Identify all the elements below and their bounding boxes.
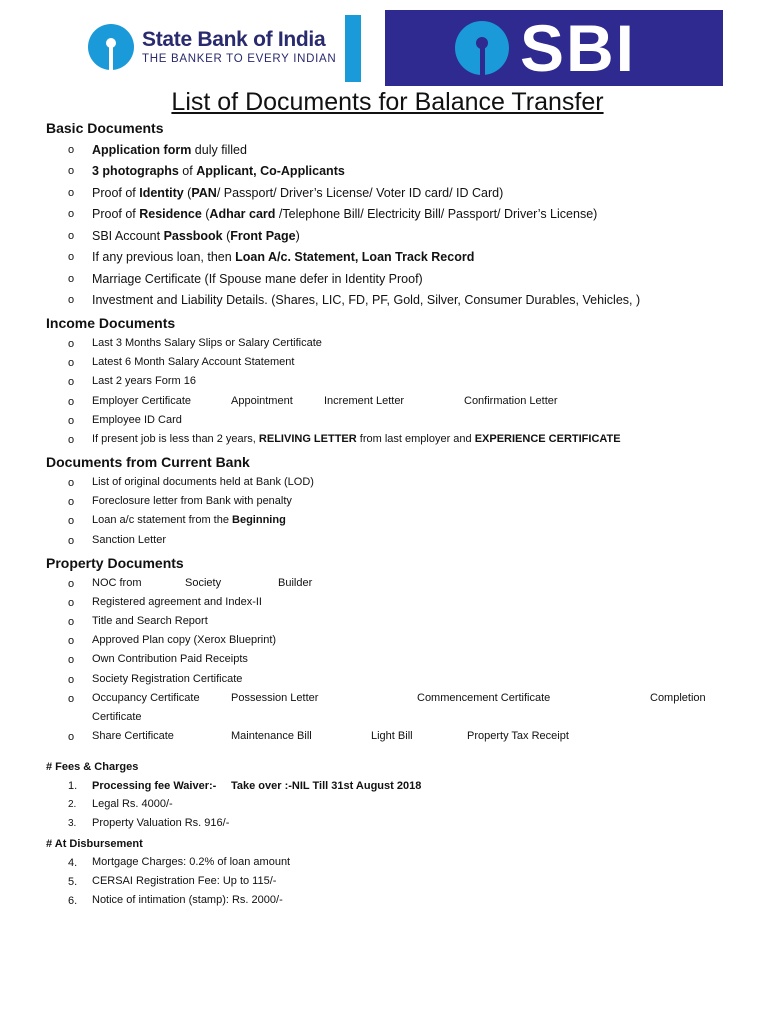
list-item: Loan a/c statement from the Beginning [92, 514, 286, 526]
noc-from-text: NOC from [92, 577, 142, 589]
maintenance-bill-text: Maintenance Bill [231, 730, 312, 742]
bullet-icon: o [68, 208, 75, 220]
list-item: Application form duly filled [92, 143, 247, 157]
list-item: Latest 6 Month Salary Account Statement [92, 356, 295, 368]
possession-letter-text: Possession Letter [231, 692, 319, 704]
bullet-icon: o [68, 434, 75, 446]
bullet-icon: o [68, 294, 75, 306]
fees-heading: # Fees & Charges [46, 761, 139, 773]
commencement-certificate-text: Commencement Certificate [417, 692, 551, 704]
list-item: Notice of intimation (stamp): Rs. 2000/- [92, 894, 283, 906]
bullet-icon: o [68, 597, 75, 609]
list-item: Marriage Certificate (If Spouse mane defer in Identity Proof) [92, 272, 423, 286]
bullet-icon: o [68, 376, 75, 388]
list-item: Approved Plan copy (Xerox Blueprint) [92, 634, 277, 646]
logo-sbi-text: SBI [520, 11, 637, 85]
list-item: Foreclosure letter from Bank with penalty [92, 495, 292, 507]
list-item: Society Registration Certificate [92, 673, 243, 685]
bullet-icon: o [68, 496, 75, 508]
property-tax-receipt-text: Property Tax Receipt [467, 730, 569, 742]
list-number: 2. [68, 799, 77, 810]
builder-text: Builder [278, 577, 313, 589]
bullet-icon: o [68, 535, 75, 547]
section-heading-property: Property Documents [46, 555, 184, 571]
bullet-icon: o [68, 578, 75, 590]
list-number: 3. [68, 818, 77, 829]
completion-text: Completion [650, 692, 706, 704]
bullet-icon: o [68, 165, 75, 177]
bullet-icon: o [68, 477, 75, 489]
list-item: Proof of Residence (Adhar card /Telephone Bill/ Electricity Bill/ Passport/ Driver’s License) [92, 207, 598, 221]
occupancy-certificate-text: Occupancy Certificate [92, 692, 200, 704]
section-heading-basic: Basic Documents [46, 120, 164, 136]
list-item: SBI Account Passbook (Front Page) [92, 229, 300, 243]
list-item: Proof of Identity (PAN/ Passport/ Driver’s License/ Voter ID card/ ID Card) [92, 186, 504, 200]
appointment-text: Appointment [231, 395, 293, 407]
processing-fee-label: Processing fee Waiver:- [92, 780, 217, 792]
list-number: 1. [68, 780, 78, 792]
logo-divider-bar [345, 15, 361, 82]
list-item: Mortgage Charges: 0.2% of loan amount [92, 856, 291, 868]
list-item: Registered agreement and Index-II [92, 596, 262, 608]
disbursement-heading: # At Disbursement [46, 838, 143, 850]
list-item: CERSAI Registration Fee: Up to 115/- [92, 875, 277, 887]
logo-bank-name: State Bank of India [142, 28, 326, 51]
bullet-icon: o [68, 635, 75, 647]
bullet-icon: o [68, 731, 75, 743]
list-item: Last 3 Months Salary Slips or Salary Certificate [92, 337, 322, 349]
bullet-icon: o [68, 251, 75, 263]
list-item: Own Contribution Paid Receipts [92, 653, 248, 665]
increment-letter-text: Increment Letter [324, 395, 405, 407]
list-item: Property Valuation Rs. 916/- [92, 817, 230, 829]
list-number: 6. [68, 895, 78, 907]
bullet-icon: o [68, 515, 75, 527]
bullet-icon: o [68, 273, 75, 285]
bullet-icon: o [68, 187, 75, 199]
page-title: List of Documents for Balance Transfer [171, 88, 604, 116]
bullet-icon: o [68, 357, 75, 369]
list-item: If present job is less than 2 years, RELIVING LETTER from last employer and EXPERIENCE CERTIFICATE [92, 433, 621, 445]
bullet-icon: o [68, 674, 75, 686]
society-text: Society [185, 577, 222, 589]
bullet-icon: o [68, 144, 75, 156]
takeover-text: Take over :-NIL Till 31st August 2018 [231, 780, 422, 792]
list-item: Employee ID Card [92, 414, 182, 426]
list-item: If any previous loan, then Loan A/c. Statement, Loan Track Record [92, 250, 475, 264]
logo-tagline: THE BANKER TO EVERY INDIAN [142, 53, 337, 65]
list-item: List of original documents held at Bank (LOD) [92, 476, 314, 488]
employer-certificate-text: Employer Certificate [92, 395, 192, 407]
list-item: Last 2 years Form 16 [92, 375, 196, 387]
list-number: 5. [68, 876, 78, 888]
list-item: 3 photographs of Applicant, Co-Applicants [92, 164, 345, 178]
sbi-logo-right [385, 10, 723, 86]
list-item: Title and Search Report [92, 615, 208, 627]
bullet-icon: o [68, 230, 75, 242]
sbi-logo-left [88, 24, 336, 70]
bullet-icon: o [68, 616, 75, 628]
section-heading-income: Income Documents [46, 315, 176, 331]
bullet-icon: o [68, 693, 75, 705]
bullet-icon: o [68, 654, 75, 666]
list-item: Sanction Letter [92, 534, 166, 546]
section-heading-current-bank: Documents from Current Bank [46, 454, 250, 470]
share-certificate-text: Share Certificate [92, 730, 174, 742]
sbi-keyhole-icon-large [455, 21, 509, 75]
list-item: Legal Rs. 4000/- [92, 798, 173, 810]
list-number: 4. [68, 857, 78, 869]
sbi-keyhole-icon [88, 24, 134, 70]
light-bill-text: Light Bill [371, 730, 413, 742]
list-item: Investment and Liability Details. (Shares, LIC, FD, PF, Gold, Silver, Consumer Durables, Vehicles, ) [92, 293, 641, 307]
bullet-icon: o [68, 338, 75, 350]
confirmation-letter-text: Confirmation Letter [464, 395, 558, 407]
certificate-wrap-text: Certificate [92, 711, 142, 723]
bullet-icon: o [68, 415, 75, 427]
bullet-icon: o [68, 396, 75, 408]
